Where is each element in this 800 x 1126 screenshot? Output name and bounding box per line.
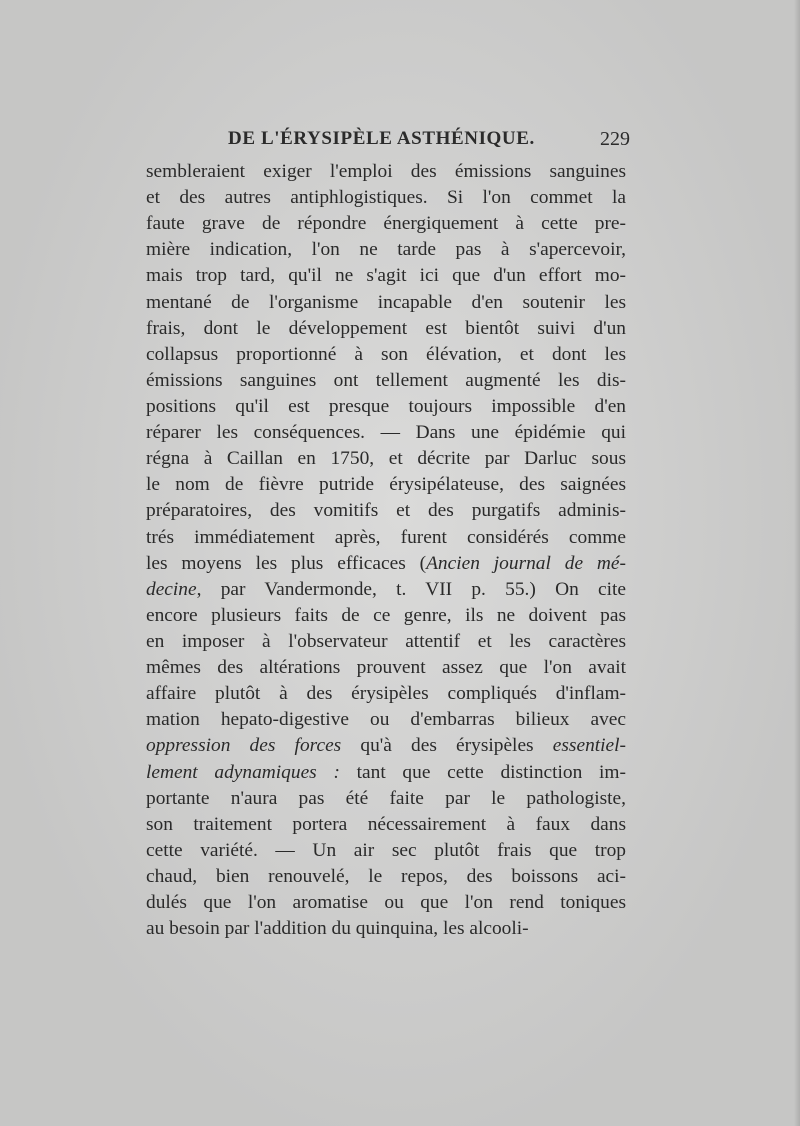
text-line [146, 577, 626, 603]
text-line [146, 525, 626, 551]
text-line [146, 681, 626, 707]
italic-text: lement adynamiques : [146, 761, 340, 783]
text-segment: encore plusieurs faits de ce genre, ils ne doivent pas [146, 604, 626, 626]
text-line [146, 838, 626, 864]
running-title: DE L'ÉRYSIPÈLE ASTHÉNIQUE. [228, 128, 535, 149]
text-line [146, 185, 626, 211]
text-line [146, 629, 626, 655]
text-line [146, 263, 626, 289]
text-line [146, 603, 626, 629]
text-segment: mêmes des altérations prouvent assez que l'on avait [146, 657, 626, 679]
text-line [146, 890, 626, 916]
body-text [146, 159, 626, 942]
text-line [146, 211, 626, 237]
italic-text: essentiel- [552, 735, 626, 757]
text-line [146, 916, 626, 942]
text-line [146, 420, 626, 446]
text-segment: réparer les conséquences. — Dans une épidémie qui [146, 422, 626, 444]
text-segment: les moyens les plus efficaces ( [146, 552, 427, 574]
italic-text: decine [146, 578, 197, 600]
text-segment: , par Vandermonde, t. VII p. 55.) On cite [196, 578, 626, 600]
text-line [146, 394, 626, 420]
text-line [146, 498, 626, 524]
text-segment: dulés que l'on aromatise ou que l'on rend toniques [146, 892, 626, 914]
text-segment: frais, dont le développement est bientôt suivi d'un [146, 317, 626, 339]
text-segment: qu'à des érysipèles [341, 735, 553, 757]
text-segment: affaire plutôt à des érysipèles compliqués d'inflam- [146, 683, 626, 705]
text-line [146, 551, 626, 577]
text-segment: chaud, bien renouvelé, le repos, des boissons aci- [146, 865, 626, 887]
text-segment: faute grave de répondre énergiquement à cette pre- [146, 213, 626, 235]
text-line [146, 786, 626, 812]
text-segment: son traitement portera nécessairement à faux dans [146, 813, 626, 835]
text-segment: mais trop tard, qu'il ne s'agit ici que d'un effort mo- [146, 265, 626, 287]
text-line [146, 733, 626, 759]
text-segment: le nom de fièvre putride érysipélateuse, des saignées [146, 474, 626, 496]
text-segment: préparatoires, des vomitifs et des purgatifs adminis- [146, 500, 626, 522]
italic-text: Ancien journal de mé- [426, 552, 626, 574]
text-segment: collapsus proportionné à son élévation, et dont les [146, 343, 626, 365]
text-line [146, 864, 626, 890]
text-line [146, 472, 626, 498]
text-segment: et des autres antiphlogistiques. Si l'on commet la [146, 187, 626, 209]
text-segment: trés immédiatement après, furent considérés comme [146, 526, 626, 548]
text-segment: en imposer à l'observateur attentif et les caractères [146, 630, 626, 652]
text-segment: régna à Caillan en 1750, et décrite par Darluc sous [146, 448, 626, 470]
text-line [146, 159, 626, 185]
page-number: 229 [600, 128, 630, 150]
text-line [146, 368, 626, 394]
text-line [146, 290, 626, 316]
text-line [146, 237, 626, 263]
text-segment: portante n'aura pas été faite par le pathologiste, [146, 787, 626, 809]
page-edge-shadow [794, 0, 800, 1126]
text-line [146, 707, 626, 733]
text-segment: tant que cette distinction im- [339, 761, 626, 783]
text-line [146, 446, 626, 472]
text-segment: sembleraient exiger l'emploi des émissions sanguines [146, 161, 626, 182]
text-segment: positions qu'il est presque toujours impossible d'en [146, 395, 626, 417]
text-line [146, 760, 626, 786]
text-segment: mation hepato-digestive ou d'embarras bilieux avec [146, 709, 626, 731]
text-line [146, 316, 626, 342]
text-line [146, 655, 626, 681]
text-segment: émissions sanguines ont tellement augmenté les dis- [146, 369, 626, 391]
running-head [146, 128, 630, 156]
italic-text: oppression des forces [146, 735, 342, 757]
text-segment: cette variété. — Un air sec plutôt frais que trop [146, 839, 626, 861]
text-line [146, 342, 626, 368]
text-segment: mentané de l'organisme incapable d'en soutenir les [146, 291, 626, 313]
text-segment: au besoin par l'addition du quinquina, les alcooli- [146, 918, 529, 940]
text-segment: mière indication, l'on ne tarde pas à s'apercevoir, [146, 239, 626, 261]
text-line [146, 812, 626, 838]
